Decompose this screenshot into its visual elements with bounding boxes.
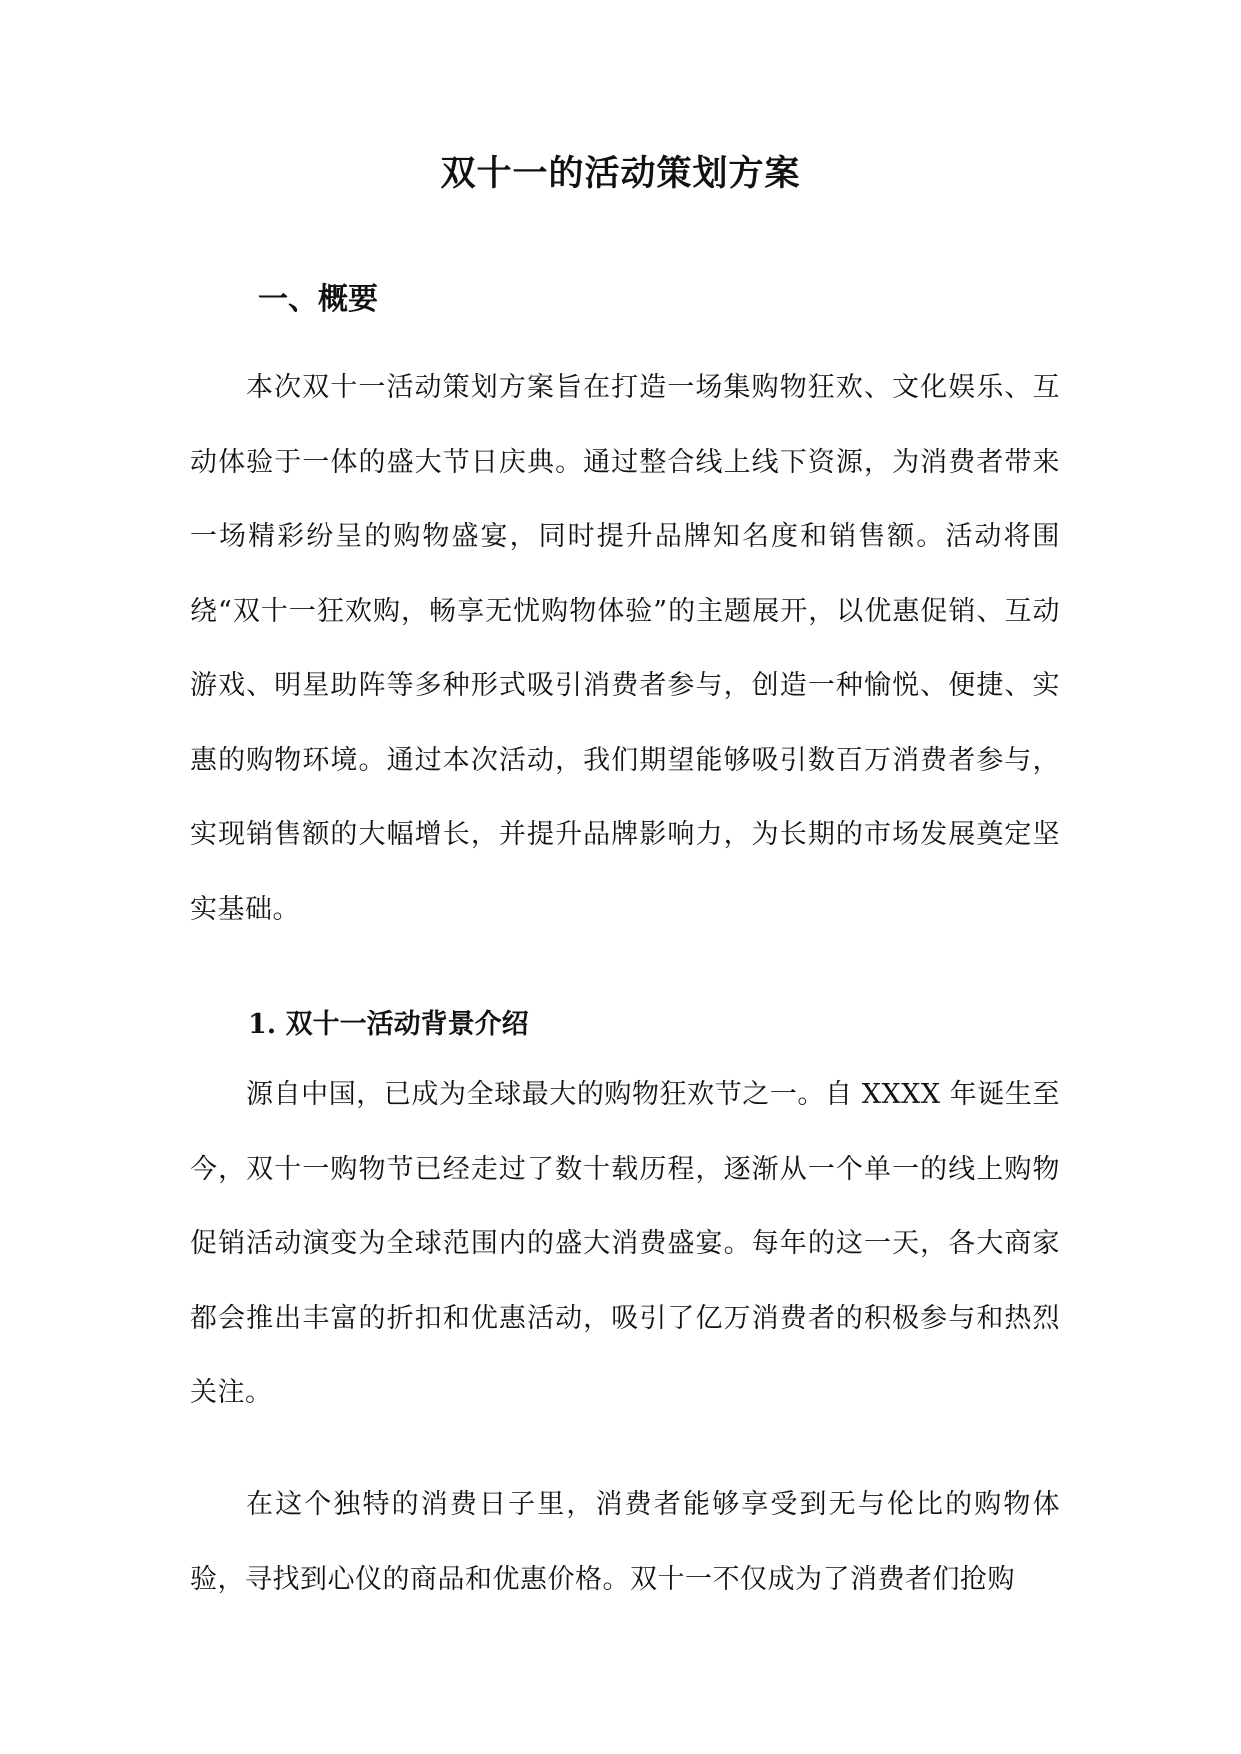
section-heading-background: 1. 双十一活动背景介绍	[248, 1009, 529, 1040]
section-heading-overview: 一、概要	[258, 282, 378, 317]
document-title: 双十一的活动策划方案	[440, 153, 801, 194]
paragraph-overview: 本次双十一活动策划方案旨在打造一场集购物狂欢、文化娱乐、互动体验于一体的盛大节日庆典。通过整合线上线下资源，为消费者带来一场精彩纷呈的购物盛宴，同时提升品牌知名度和销售额。活动将围绕“双十一狂欢购，畅享无忧购物体验”的主题展开，以优惠促销、互动游戏、明星助阵等多种形式吸引消费者参与，创造一种愉悦、便捷、实惠的购物环境。通过本次活动，我们期望能够吸引数百万消费者参与，实现销售额的大幅增长，并提升品牌影响力，为长期的市场发展奠定坚实基础。	[190, 372, 1060, 925]
paragraph-background-2: 在这个独特的消费日子里，消费者能够享受到无与伦比的购物体验，寻找到心仪的商品和优惠价格。双十一不仅成为了消费者们抢购	[190, 1489, 1060, 1595]
paragraph-background-1: 源自中国，已成为全球最大的购物狂欢节之一。自 XXXX 年诞生至今，双十一购物节已经走过了数十载历程，逐渐从一个单一的线上购物促销活动演变为全球范围内的盛大消费盛宴。每年的这一天，各大商家都会推出丰富的折扣和优惠活动，吸引了亿万消费者的积极参与和热烈关注。	[190, 1079, 1060, 1408]
